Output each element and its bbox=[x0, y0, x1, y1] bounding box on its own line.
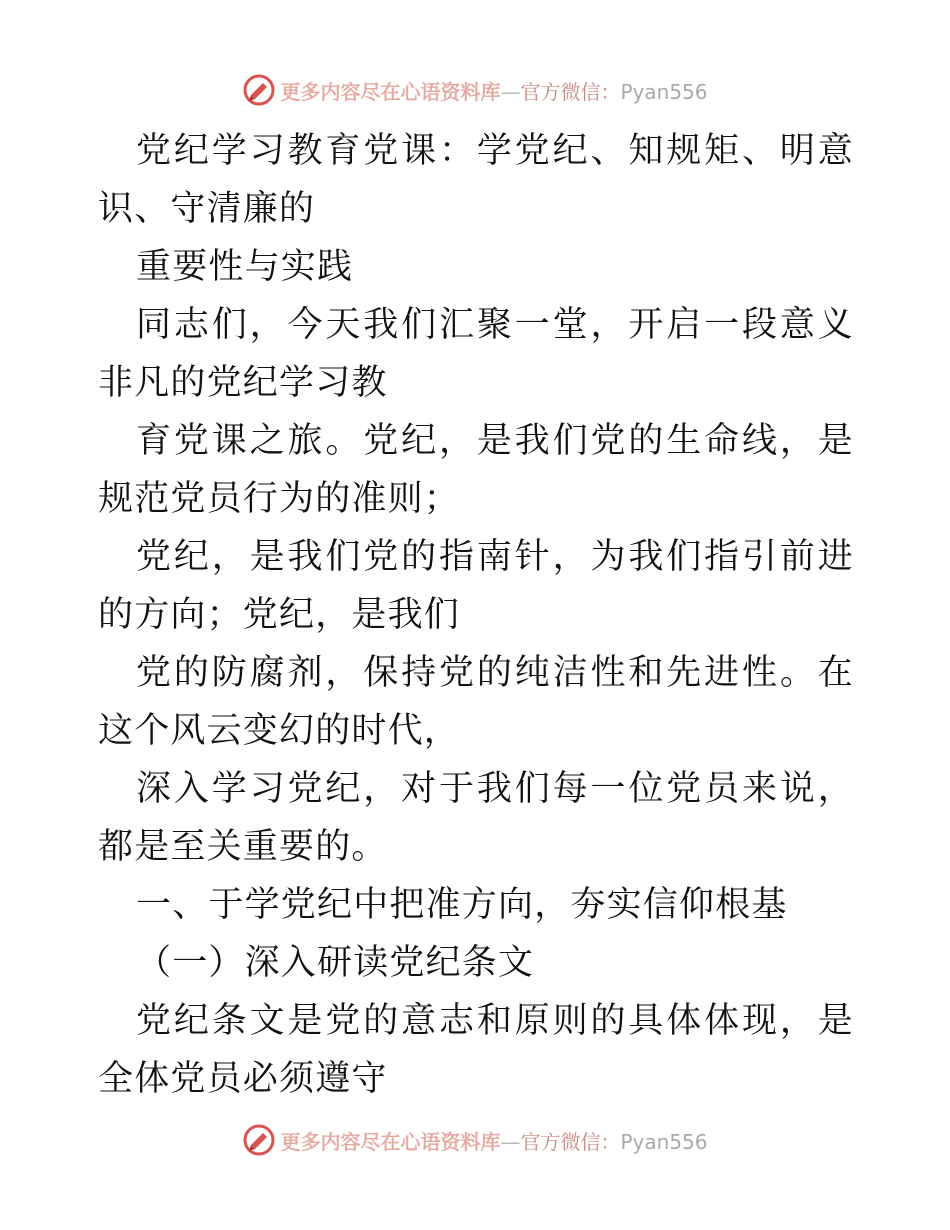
logo-icon bbox=[242, 73, 276, 107]
paragraph: 党纪，是我们党的指南针，为我们指引前进的方向；党纪，是我们 bbox=[98, 537, 854, 635]
watermark-wechat-id: Pyan556 bbox=[620, 79, 708, 104]
watermark-label: 官方微信： bbox=[520, 79, 621, 104]
paragraph: 党的防腐剂，保持党的纯洁性和先进性。在这个风云变幻的时代， bbox=[98, 653, 854, 751]
watermark-separator: — bbox=[500, 79, 521, 104]
watermark-text bbox=[280, 76, 707, 105]
watermark-label: 官方微信： bbox=[520, 1129, 621, 1154]
paragraph-subtitle: 重要性与实践 bbox=[136, 247, 354, 287]
watermark-text bbox=[280, 1126, 707, 1155]
paragraph: 深入学习党纪，对于我们每一位党员来说，都是至关重要的。 bbox=[98, 769, 854, 867]
paragraph: 同志们，今天我们汇聚一堂，开启一段意义非凡的党纪学习教 bbox=[98, 305, 854, 403]
paragraph: 党纪条文是党的意志和原则的具体体现，是全体党员必须遵守 bbox=[98, 1001, 854, 1099]
paragraph: 育党课之旅。党纪，是我们党的生命线，是规范党员行为的准则； bbox=[98, 421, 854, 519]
section-heading: 一、于学党纪中把准方向，夯实信仰根基 bbox=[136, 885, 788, 925]
paragraph-title: 党纪学习教育党课：学党纪、知规矩、明意识、守清廉的 bbox=[98, 131, 854, 229]
watermark-wechat-id: Pyan556 bbox=[620, 1129, 708, 1154]
document-body bbox=[98, 122, 854, 1108]
watermark-separator: — bbox=[500, 1129, 521, 1154]
header-watermark bbox=[0, 70, 950, 110]
logo-icon bbox=[242, 1123, 276, 1157]
watermark-main: 更多内容尽在心语资料库 bbox=[280, 79, 501, 104]
subsection-heading: （一）深入研读党纪条文 bbox=[136, 943, 535, 983]
watermark-main: 更多内容尽在心语资料库 bbox=[280, 1129, 501, 1154]
footer-watermark bbox=[0, 1120, 950, 1160]
